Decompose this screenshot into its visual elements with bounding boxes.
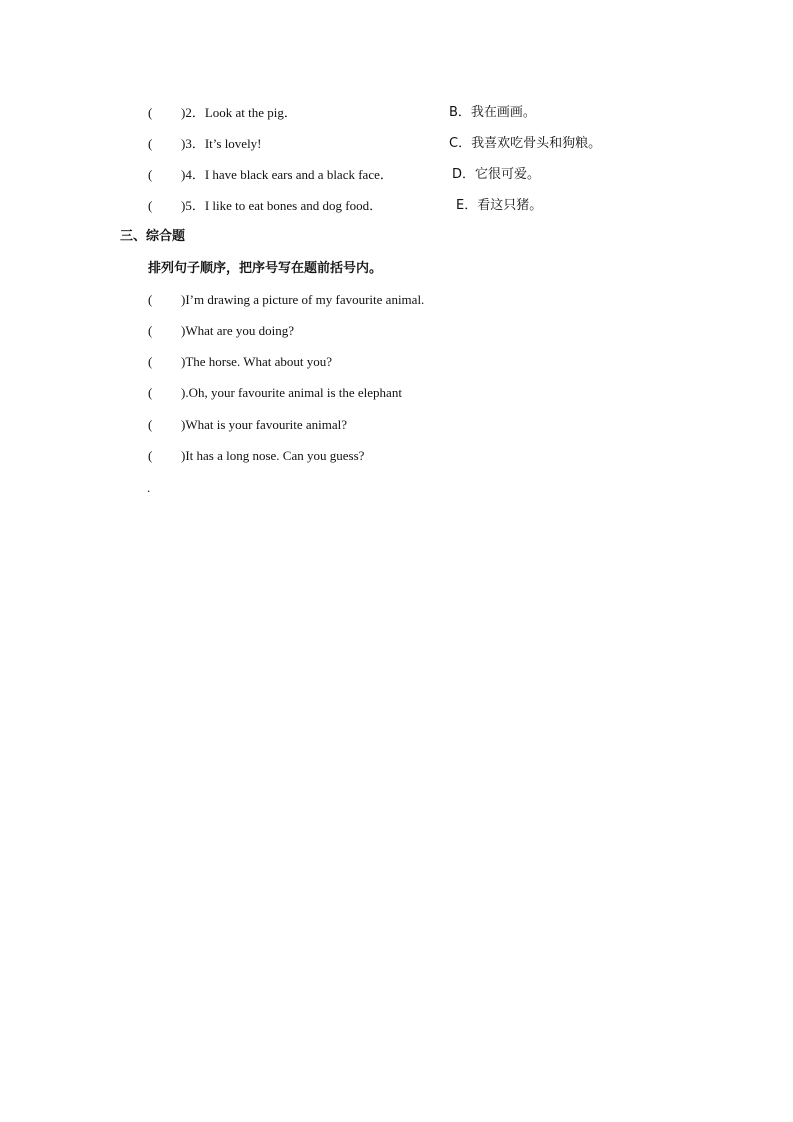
question-text: )4．I have black ears and a black face． bbox=[181, 167, 393, 182]
answer-paren: ( bbox=[148, 448, 153, 463]
sentence-text: )I’m drawing a picture of my favourite animal. bbox=[181, 292, 425, 307]
sentence-text: )What is your favourite animal? bbox=[181, 417, 348, 432]
option-text: B．我在画画。 bbox=[449, 105, 536, 120]
question-text: )2．Look at the pig． bbox=[181, 105, 297, 120]
answer-paren: ( bbox=[148, 417, 153, 432]
answer-paren: ( bbox=[148, 136, 153, 151]
sentence-text: )What are you doing? bbox=[181, 323, 294, 338]
option-text: E．看这只猪。 bbox=[456, 198, 543, 213]
answer-paren: ( bbox=[148, 292, 153, 307]
section-instruction: 排列句子顺序，把序号写在题前括号内。 bbox=[148, 261, 383, 276]
sentence-text: ).Oh, your favourite animal is the elephant bbox=[181, 385, 402, 400]
sentence-text: )The horse. What about you? bbox=[181, 354, 333, 369]
option-text: C．我喜欢吃骨头和狗粮。 bbox=[449, 136, 602, 151]
option-text: D．它很可爱。 bbox=[452, 167, 541, 182]
sentence-text: )It has a long nose. Can you guess? bbox=[181, 448, 365, 463]
trailing-mark: . bbox=[147, 480, 151, 495]
answer-paren: ( bbox=[148, 167, 153, 182]
question-text: )3．It’s lovely! bbox=[181, 136, 262, 151]
answer-paren: ( bbox=[148, 105, 153, 120]
answer-paren: ( bbox=[148, 385, 153, 400]
answer-paren: ( bbox=[148, 323, 153, 338]
section-heading: 三、综合题 bbox=[120, 229, 186, 244]
question-text: )5．I like to eat bones and dog food． bbox=[181, 198, 383, 213]
answer-paren: ( bbox=[148, 354, 153, 369]
answer-paren: ( bbox=[148, 198, 153, 213]
